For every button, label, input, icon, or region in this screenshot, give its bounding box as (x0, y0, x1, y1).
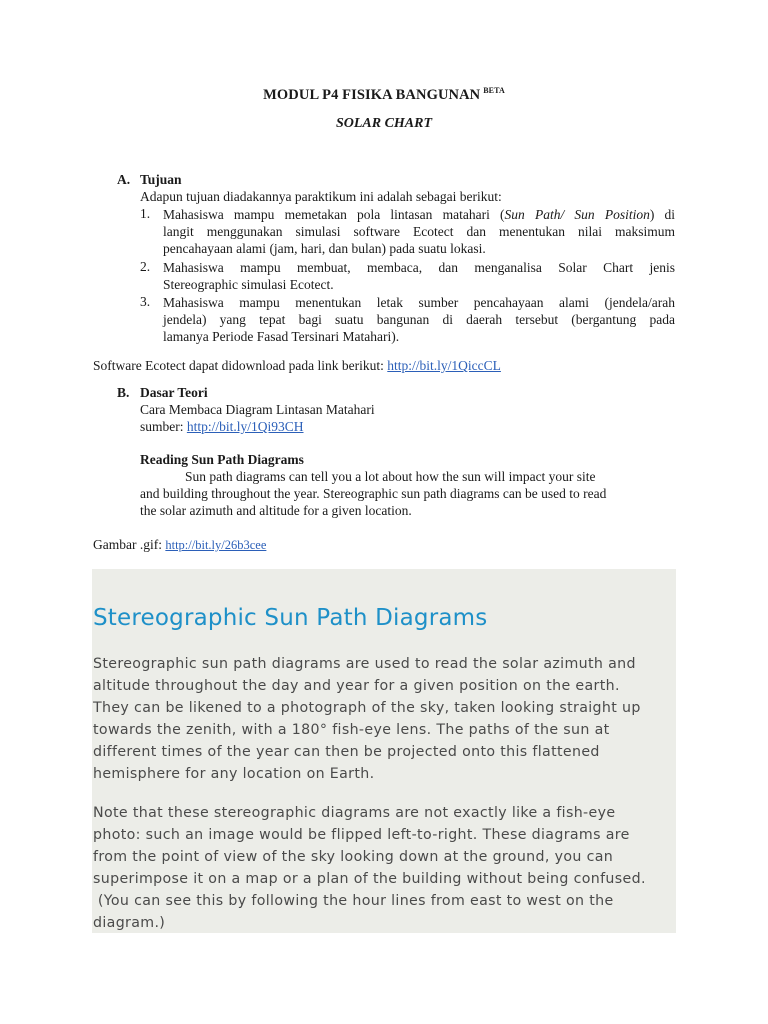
section-b-letter: B. (117, 385, 130, 400)
software-line-text: Software Ecotect dapat didownload pada link berikut: (93, 358, 388, 373)
item-3-line-3: lamanya Periode Fasad Tersinari Matahari). (163, 329, 400, 344)
item-1-line-1-pre: Mahasiswa mampu memetakan pola lintasan matahari ( (163, 207, 505, 222)
section-a-intro: Adapun tujuan diadakannya paraktikum ini adalah sebagai berikut: (140, 189, 502, 204)
embedded-para-2-line-1: Note that these stereographic diagrams are not exactly like a fish-eye (93, 805, 616, 821)
embedded-para-1-line-5: different times of the year can then be projected onto this flattened (93, 744, 600, 760)
item-3-line-2: jendela) yang tepat bagi suatu bangunan di daerah tersebut (bergantung pada (163, 312, 675, 327)
ecotect-download-link[interactable]: http://bit.ly/1QiccCL (387, 358, 501, 373)
gif-line (93, 537, 266, 553)
section-a-heading: Tujuan (140, 172, 182, 187)
source-label: sumber: (140, 419, 187, 434)
software-line (93, 358, 501, 374)
embedded-para-2-line-6: diagram.) (93, 915, 166, 931)
section-b-heading: Dasar Teori (140, 385, 208, 400)
item-1-number: 1. (140, 206, 151, 221)
section-b-line-1: Cara Membaca Diagram Lintasan Matahari (140, 402, 375, 417)
item-3-line-1: Mahasiswa mampu menentukan letak sumber pencahayaan alami (jendela/arah (163, 295, 675, 310)
gif-label: Gambar .gif: (93, 537, 166, 552)
section-a-letter: A. (117, 172, 131, 187)
item-2 (163, 259, 675, 293)
embedded-para-1-line-4: towards the zenith, with a 180° fish-eye lens. The paths of the sun at (93, 722, 610, 738)
embedded-para-2-line-2: photo: such an image would be flipped left-to-right. These diagrams are (93, 827, 630, 843)
document-title (0, 86, 768, 104)
reading-heading: Reading Sun Path Diagrams (140, 452, 304, 467)
item-2-line-2: Stereographic simulasi Ecotect. (163, 277, 334, 292)
document-title-text: MODUL P4 FISIKA BANGUNAN (263, 87, 481, 103)
embedded-article-title: Stereographic Sun Path Diagrams (93, 605, 488, 631)
item-2-line-1: Mahasiswa mampu membuat, membaca, dan menganalisa Solar Chart jenis (163, 260, 675, 275)
document-subtitle: SOLAR CHART (335, 116, 433, 131)
embedded-para-2-line-5: (You can see this by following the hour lines from east to west on the (93, 893, 614, 909)
title-superscript: BETA (483, 86, 505, 95)
embedded-para-1-line-6: hemisphere for any location on Earth. (93, 766, 375, 782)
item-1-line-1-post: ) di (649, 207, 676, 222)
embedded-para-1-line-1: Stereographic sun path diagrams are used to read the solar azimuth and (93, 656, 636, 672)
source-link[interactable]: http://bit.ly/1Qi93CH (186, 419, 304, 434)
embedded-para-2-line-4: superimpose it on a map or a plan of the building without being confused. (93, 871, 646, 887)
item-1-line-1 (163, 206, 675, 223)
item-2-number: 2. (140, 259, 151, 274)
item-1-line-1-italic: Sun Path/ Sun Position (504, 207, 650, 222)
section-b-source (140, 419, 304, 435)
reading-line-2: and building throughout the year. Stereographic sun path diagrams can be used to read (140, 486, 607, 501)
gif-link[interactable]: http://bit.ly/26b3cee (165, 538, 267, 552)
item-1 (163, 206, 675, 257)
item-3 (163, 294, 675, 345)
reading-line-1: Sun path diagrams can tell you a lot about how the sun will impact your site (185, 469, 596, 484)
item-1-line-3: pencahayaan alami (jam, hari, dan bulan) pada suatu lokasi. (163, 241, 486, 256)
reading-line-3: the solar azimuth and altitude for a given location. (140, 503, 412, 518)
embedded-para-2-line-3: from the point of view of the sky looking down at the ground, you can (93, 849, 614, 865)
item-1-line-2: langit menggunakan simulasi software Ecotect dan menentukan nilai maksimum (163, 224, 675, 239)
embedded-para-1-line-2: altitude throughout the day and year for a given position on the earth. (93, 678, 620, 694)
embedded-para-1-line-3: They can be likened to a photograph of the sky, taken looking straight up (93, 700, 641, 716)
item-3-number: 3. (140, 294, 151, 309)
